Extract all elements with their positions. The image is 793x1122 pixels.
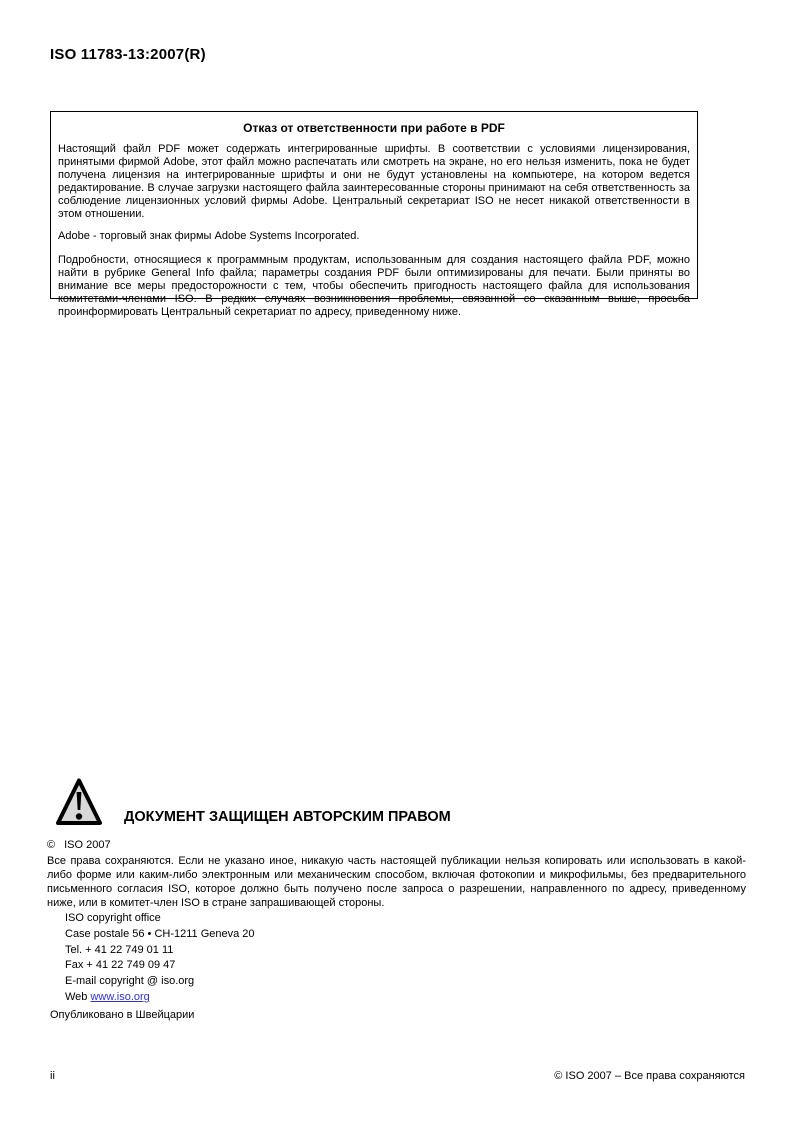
address-line-postal: Case postale 56 • CH-1211 Geneva 20: [65, 927, 255, 940]
disclaimer-title: Отказ от ответственности при работе в PDF: [243, 121, 505, 135]
address-line-office: ISO copyright office: [65, 912, 161, 924]
address-line-web: [65, 990, 255, 1006]
pdf-disclaimer-box: [50, 111, 698, 318]
copyright-symbol: ©: [47, 839, 56, 851]
copyright-protected-heading: ДОКУМЕНТ ЗАЩИЩЕН АВТОРСКИМ ПРАВОМ: [124, 809, 451, 825]
web-label: Web: [65, 990, 88, 1003]
address-line-email: E-mail copyright @ iso.org: [65, 975, 195, 988]
copyright-year-line: [47, 839, 111, 851]
disclaimer-paragraph: Подробности, относящиеся к программным продуктам, использованным для создания настоящего файла PDF, можно найти в рубрике General Info файла; параметры создания PDF были оптимизированы для печати. Были приняты во внимание все меры предосторожности с тем, чтобы обеспечить пригодность настоящего файла для использования комитетами-членами ISO. В редких случаях возникновения проблемы, связанной со сказанным выше, просьба проинформировать Центральный секретариат по адресу, приведенному ниже.: [58, 254, 690, 318]
disclaimer-paragraph: Adobe - торговый знак фирмы Adobe Systems Incorporated.: [58, 230, 360, 242]
copyright-year: ISO 2007: [64, 839, 111, 851]
disclaimer-paragraph: Настоящий файл PDF может содержать интегрированные шрифты. В соответствии с условиями лицензирования, принятыми фирмой Adobe, этот файл можно распечатать или смотреть на экране, но его нельзя изменить, пока не будет получена лицензия на интегрированные шрифты и они не будут установлены на компьютере, на котором ведется редактирование. В случае загрузки настоящего файла заинтересованные стороны принимают на себя ответственность за соблюдение лицензионных условий фирмы Adobe. Центральный секретариат ISO не несет никакой ответственности в этом отношении.: [58, 143, 690, 220]
warning-triangle-icon: [55, 777, 103, 827]
document-number-header: ISO 11783-13:2007(R): [50, 46, 206, 63]
iso-website-link[interactable]: www.iso.org: [90, 990, 150, 1003]
address-line-tel: Tel. + 41 22 749 01 11: [65, 943, 174, 956]
copyright-notice-text: Все права сохраняются. Если не указано иное, никакую часть настоящей публикации нельзя копировать или использовать в какой-либо форме или каким-либо электронным или механическим способом, включая фотокопии и микрофильмы, без предварительного письменного согласия ISO, которое должно быть получено после запроса о разрешении, направленного по адресу, приведенному ниже, или в комитет-член ISO в стране запрашивающей стороны.: [47, 855, 746, 909]
published-in-line: Опубликовано в Швейцарии: [50, 1009, 195, 1021]
iso-address-block: [65, 911, 255, 1006]
footer-copyright: © ISO 2007 – Все права сохраняются: [554, 1070, 745, 1082]
address-line-fax: Fax + 41 22 749 09 47: [65, 959, 176, 972]
page-number: ii: [50, 1070, 55, 1082]
